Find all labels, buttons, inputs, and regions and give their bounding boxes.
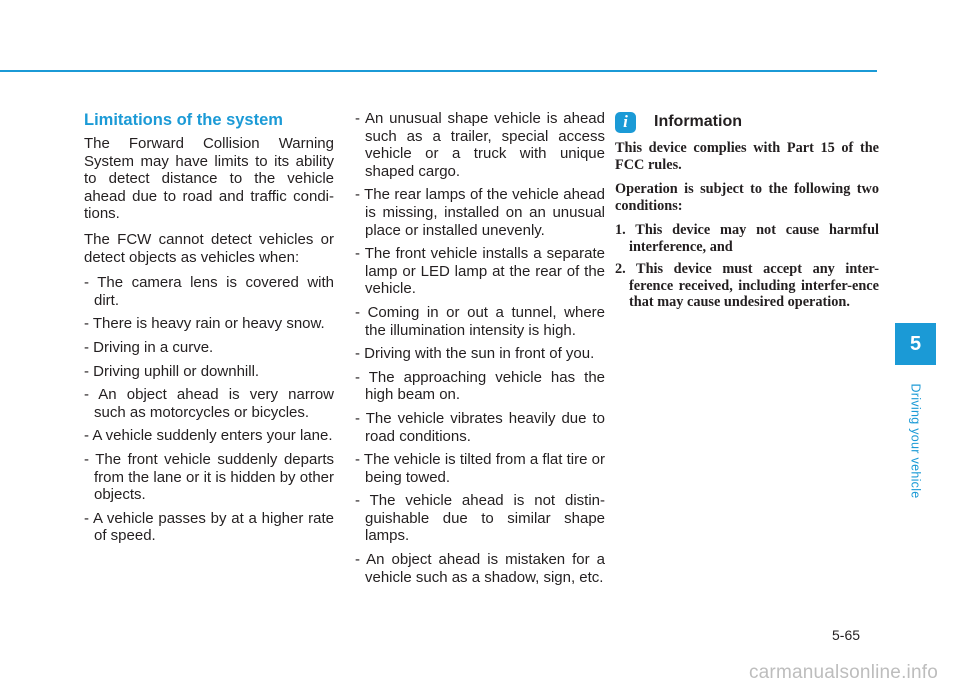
page-number: 5-65	[832, 627, 861, 643]
middle-column	[355, 110, 605, 592]
list-item: - A vehicle suddenly enters your lane.	[84, 427, 333, 445]
limitation-list	[84, 274, 334, 545]
information-body	[615, 140, 879, 311]
list-item: - There is heavy rain or heavy snow.	[84, 315, 325, 333]
list-item: - The vehicle ahead is not distin-guishable due to similar shape lamps.	[355, 492, 605, 545]
left-column	[84, 110, 334, 551]
list-item: - An unusual shape vehicle is ahead such as a trailer, special access vehicle or a truck with unique shaped cargo.	[355, 110, 605, 180]
fcc-paragraph: This device complies with Part 15 of the FCC rules.	[615, 140, 879, 173]
fcc-conditions-list	[615, 222, 879, 311]
list-item: 1. This device may not cause harmful interference, and	[615, 222, 879, 255]
list-item: - An object ahead is very narrow such as motorcycles or bicycles.	[84, 386, 334, 421]
list-item: - The front vehicle suddenly departs from the lane or it is hidden by other objects.	[84, 450, 334, 504]
limitation-list-continued	[355, 110, 605, 586]
information-icon: i	[615, 112, 636, 133]
section-heading: Limitations of the system	[84, 111, 283, 129]
list-item: - The front vehicle installs a separate lamp or LED lamp at the rear of the vehicle.	[355, 245, 605, 298]
list-item: - Driving uphill or downhill.	[84, 362, 260, 380]
intro-paragraph: The Forward Collision Warning System may have limits to its ability to detect distance to the vehicle ahead due to road and traffic condi-tions.	[84, 135, 334, 223]
list-item: - Coming in or out a tunnel, where the illumination intensity is high.	[355, 303, 605, 339]
list-item: - The approaching vehicle has the high beam on.	[355, 368, 605, 404]
list-item: - Driving with the sun in front of you.	[355, 345, 595, 363]
list-item: - A vehicle passes by at a higher rate of speed.	[84, 509, 334, 545]
list-item: - The vehicle is tilted from a flat tire or being towed.	[355, 451, 605, 486]
information-title: Information	[654, 113, 742, 131]
list-item: - The vehicle vibrates heavily due to road conditions.	[355, 409, 605, 445]
information-header	[615, 110, 879, 134]
list-item: 2. This device must accept any inter-ference received, including interfer-ence that may cause undesired operation.	[615, 261, 879, 310]
chapter-title: Driving your vehicle	[908, 383, 923, 499]
list-item: - An object ahead is mistaken for a vehicle such as a shadow, sign, etc.	[355, 551, 605, 586]
conditions-paragraph: The FCW cannot detect vehicles or detect objects as vehicles when:	[84, 230, 334, 266]
information-box	[615, 110, 879, 317]
operation-paragraph: Operation is subject to the following two conditions:	[615, 181, 879, 214]
header-rule	[0, 70, 877, 72]
chapter-title-tab	[895, 376, 936, 506]
watermark: carmanualsonline.info	[748, 662, 938, 683]
list-item: - The rear lamps of the vehicle ahead is missing, installed on an unusual place or installed unevenly.	[355, 186, 605, 239]
list-item: - The camera lens is covered with dirt.	[84, 274, 334, 309]
chapter-number-tab: 5	[895, 323, 936, 365]
list-item: - Driving in a curve.	[84, 338, 214, 356]
